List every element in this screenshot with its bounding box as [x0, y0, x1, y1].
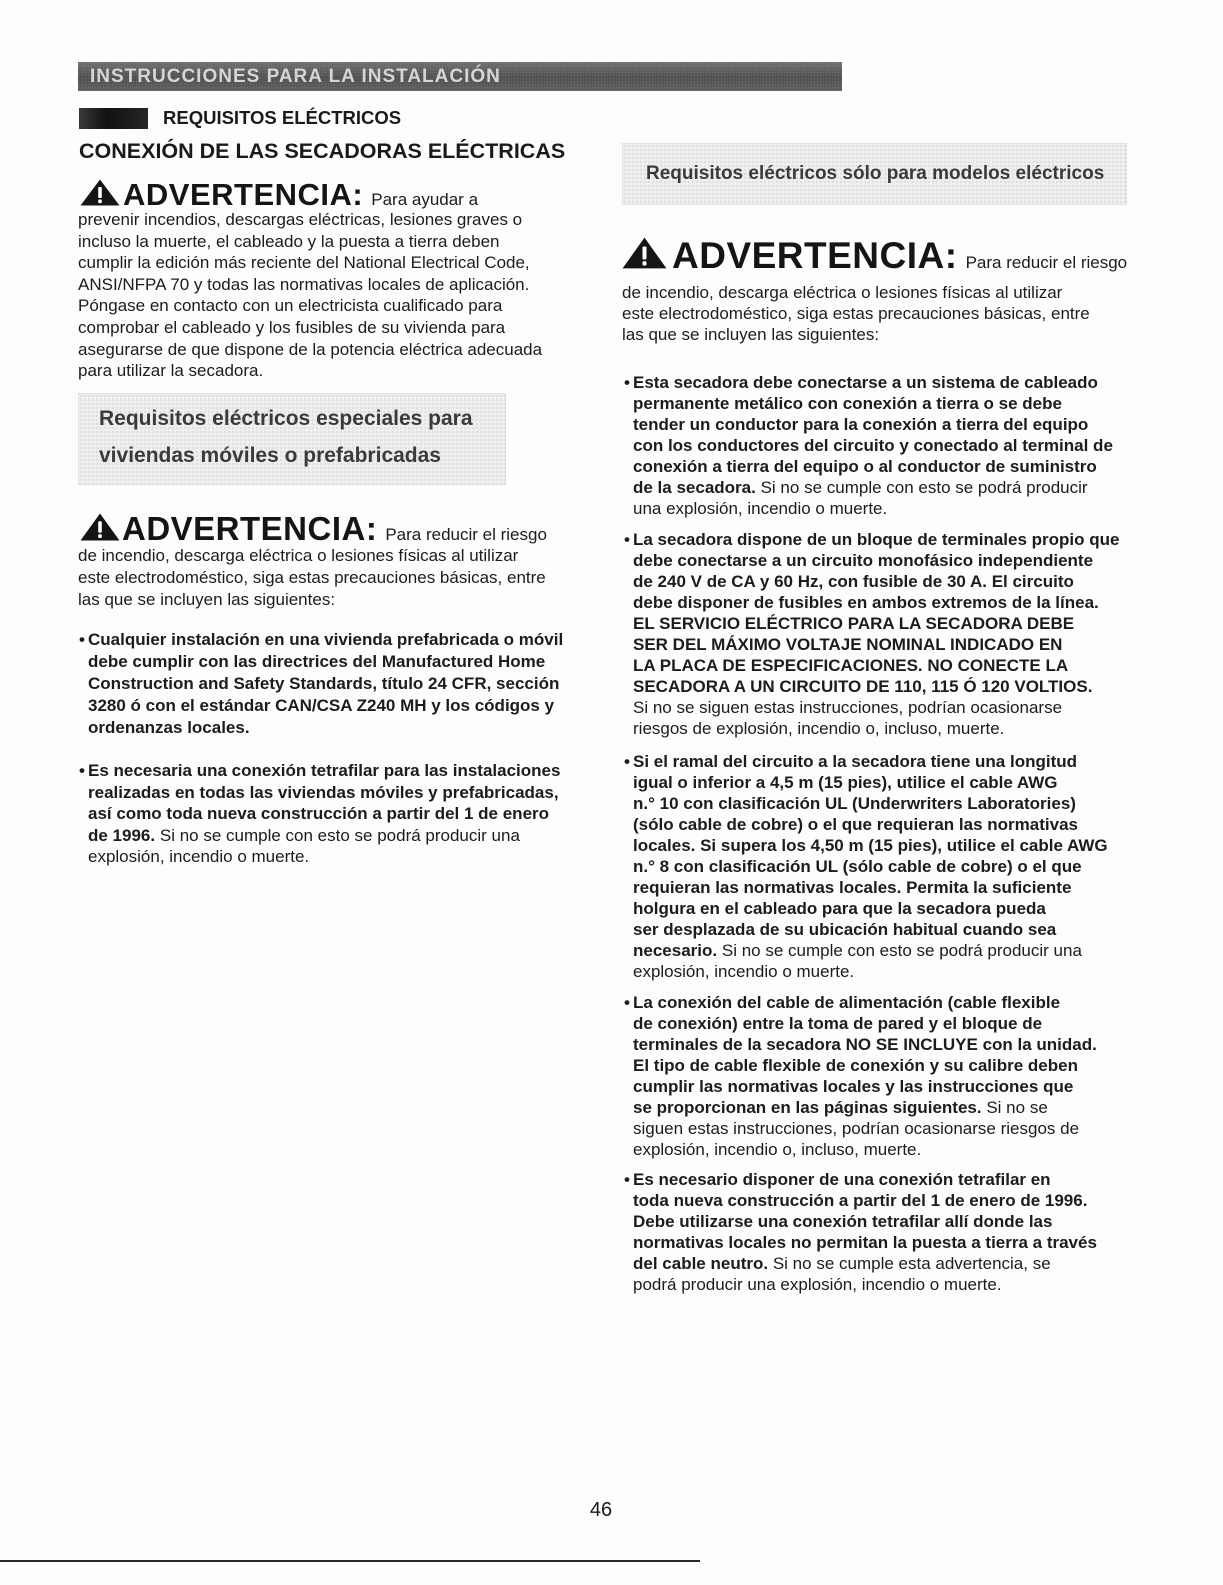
bold-text: Debe utilizarse una conexión tetrafilar allí donde las — [633, 1212, 1053, 1231]
text-line: de incendio, descarga eléctrica o lesiones físicas al utilizar — [78, 546, 519, 565]
text-line: prevenir incendios, descargas eléctricas, lesiones graves o — [78, 210, 523, 229]
bullet-line — [633, 1274, 1097, 1295]
bold-text: se proporcionan en las páginas siguientes. — [633, 1098, 982, 1117]
bullet-line — [633, 571, 1119, 592]
bullet-line — [633, 1013, 1097, 1034]
bullet-line — [633, 772, 1108, 793]
warning-triangle-icon — [80, 513, 120, 541]
bullet-item — [624, 372, 1113, 519]
bullet-line — [633, 613, 1119, 634]
bold-text: n.° 10 con clasificación UL (Underwriters Laboratories) — [633, 794, 1076, 813]
bullet-line — [633, 1169, 1097, 1190]
bullet-line — [633, 456, 1113, 477]
warning-body — [622, 282, 1090, 345]
bullet-line — [633, 856, 1108, 877]
bullet-line — [633, 1253, 1097, 1274]
bullet-marker: • — [624, 1170, 630, 1189]
text-line: Póngase en contacto con un electricista cualificado para — [78, 296, 503, 316]
page-number: 46 — [589, 1499, 613, 1521]
bullet-line — [633, 877, 1108, 898]
bullet-line — [633, 992, 1097, 1013]
warning-triangle-icon — [80, 179, 120, 206]
bold-text: de la secadora. — [633, 478, 756, 497]
bullet-line — [633, 1232, 1097, 1253]
bold-text: debe cumplir con las directrices del Manufactured Home — [88, 652, 546, 671]
bullet-line — [633, 655, 1119, 676]
warning-triangle-icon — [622, 237, 667, 269]
normal-text: explosión, incendio o muerte. — [633, 962, 855, 981]
bullet-item — [624, 529, 1120, 739]
bullet-line — [633, 961, 1108, 982]
bold-text: cumplir las normativas locales y las instrucciones que — [633, 1077, 1074, 1096]
normal-text: podrá producir una explosión, incendio o muerte. — [633, 1275, 1002, 1294]
bullet-line — [633, 751, 1108, 772]
bullet-marker: • — [624, 530, 630, 549]
mobile-homes-requirements-box — [78, 393, 506, 485]
normal-text: Si no se — [986, 1098, 1048, 1117]
bullet-line — [88, 825, 560, 847]
bullet-item — [79, 629, 564, 739]
electric-models-requirements-box — [622, 143, 1127, 205]
bullet-marker: • — [624, 993, 630, 1012]
normal-text: riesgos de explosión, incendio o, incluso, muerte. — [633, 719, 1005, 738]
section-header-title: INSTRUCCIONES PARA LA INSTALACIÓN — [90, 66, 501, 87]
bullet-line — [633, 435, 1113, 456]
text-line: asegurarse de que dispone de la potencia eléctrica adecuada — [78, 339, 543, 359]
text-line: las que se incluyen las siguientes: — [78, 590, 336, 609]
bold-text: de conexión) entre la toma de pared y el bloque de — [633, 1014, 1043, 1033]
bullet-item — [624, 992, 1097, 1160]
bold-text: n.° 8 con clasificación UL (sólo cable de cobre) o el que — [633, 857, 1082, 876]
bullet-line — [633, 372, 1113, 393]
bold-text: SECADORA A UN CIRCUITO DE 110, 115 Ó 120 VOLTIOS. — [633, 677, 1093, 696]
bold-text: Es necesario disponer de una conexión tetrafilar en — [633, 1170, 1051, 1189]
text-line: las que se incluyen las siguientes: — [622, 325, 880, 344]
normal-text: Si no se cumple con esto se podrá producir una — [159, 825, 520, 845]
bullet-line — [88, 717, 563, 739]
text-line: este electrodoméstico, siga estas precauciones básicas, entre — [622, 304, 1090, 323]
box-title: Requisitos eléctricos sólo para modelos eléctricos — [646, 163, 1105, 184]
text-line: cumplir la edición más reciente del National Electrical Code, — [78, 253, 530, 273]
text-line: comprobar el cableado y los fusibles de su vivienda para — [78, 317, 506, 337]
bullet-line — [633, 1097, 1097, 1118]
normal-text: Si no se cumple con esto se podrá producir — [760, 478, 1088, 497]
bullet-line — [88, 760, 560, 782]
bold-text: SER DEL MÁXIMO VOLTAJE NOMINAL INDICADO EN — [633, 635, 1063, 654]
bold-text: (sólo cable de cobre) o el que requieran las normativas — [633, 815, 1078, 834]
bold-text: realizadas en todas las viviendas móviles y prefabricadas, — [88, 782, 559, 802]
warning-body — [78, 545, 546, 611]
warning-label: ADVERTENCIA: — [123, 177, 364, 212]
bullet-line — [633, 529, 1119, 550]
bold-text: conexión a tierra del equipo o al conductor de suministro — [633, 457, 1097, 476]
warning-label: ADVERTENCIA: — [122, 510, 378, 547]
bullet-item — [624, 751, 1108, 982]
bold-text: toda nueva construcción a partir del 1 de enero de 1996. — [633, 1191, 1088, 1210]
bold-text: de 1996. — [88, 825, 156, 845]
bullet-line — [633, 477, 1113, 498]
bullet-item — [79, 760, 561, 868]
bullet-line — [88, 651, 563, 673]
bullet-line — [633, 940, 1108, 961]
bullet-line — [633, 634, 1119, 655]
bullet-line — [633, 814, 1108, 835]
bold-text: permanente metálico con conexión a tierra o se debe — [633, 394, 1062, 413]
bullet-line — [633, 1190, 1097, 1211]
bold-text: del cable neutro. — [633, 1254, 769, 1273]
bold-text: Construction and Safety Standards, título 24 CFR, sección — [88, 674, 560, 693]
bullet-line — [633, 498, 1113, 519]
bullet-line — [633, 393, 1113, 414]
bullet-marker: • — [624, 752, 630, 771]
section-header-bar — [78, 62, 842, 91]
text-line: para utilizar la secadora. — [78, 361, 264, 381]
normal-text: una explosión, incendio o muerte. — [633, 499, 888, 518]
box-title-line: Requisitos eléctricos especiales para — [99, 407, 473, 430]
bullet-marker: • — [79, 761, 85, 780]
normal-text: Si no se cumple con esto se podrá producir una — [721, 941, 1082, 960]
bold-text: ordenanzas locales. — [88, 718, 250, 737]
bold-text: Si el ramal del circuito a la secadora tiene una longitud — [633, 752, 1078, 771]
bold-text: debe conectarse a un circuito monofásico independiente — [633, 551, 1094, 570]
bold-text: igual o inferior a 4,5 m (15 pies), utilice el cable AWG — [633, 773, 1058, 792]
bullet-line — [633, 1034, 1097, 1055]
bullet-line — [88, 673, 563, 695]
subsection-heading: CONEXIÓN DE LAS SECADORAS ELÉCTRICAS — [79, 139, 566, 163]
bold-text: holgura en el cableado para que la secadora pueda — [633, 899, 1046, 918]
bullet-line — [88, 803, 560, 825]
section-heading: REQUISITOS ELÉCTRICOS — [163, 107, 402, 128]
normal-text: Si no se cumple esta advertencia, se — [772, 1254, 1051, 1273]
bullet-marker: • — [624, 373, 630, 392]
bullet-line — [88, 695, 563, 717]
bold-text: con los conductores del circuito y conectado al terminal de — [633, 436, 1113, 455]
bullet-line — [633, 676, 1119, 697]
bullet-line — [88, 846, 560, 868]
bullet-line — [633, 697, 1119, 718]
normal-text: siguen estas instrucciones, podrían ocasionarse riesgos de — [633, 1119, 1080, 1138]
scan-edge-line — [0, 1560, 700, 1562]
bullet-line — [633, 718, 1119, 739]
bold-text: requieran las normativas locales. Permita la suficiente — [633, 878, 1072, 897]
bullet-item — [624, 1169, 1097, 1295]
bullet-line — [633, 898, 1108, 919]
text-line: de incendio, descarga eléctrica o lesiones físicas al utilizar — [622, 283, 1063, 302]
bullet-line — [633, 1211, 1097, 1232]
box-title-line: viviendas móviles o prefabricadas — [99, 444, 441, 467]
bullet-line — [633, 1076, 1097, 1097]
bullet-line — [633, 1055, 1097, 1076]
bullet-line — [633, 835, 1108, 856]
bullet-line — [633, 592, 1119, 613]
bullet-line — [88, 782, 560, 804]
bold-text: así como toda nueva construcción a partir del 1 de enero — [88, 804, 550, 823]
bold-text: Cualquier instalación en una vivienda prefabricada o móvil — [88, 630, 564, 649]
bold-text: EL SERVICIO ELÉCTRICO PARA LA SECADORA DEBE — [633, 614, 1075, 633]
bold-text: LA PLACA DE ESPECIFICACIONES. NO CONECTE LA — [633, 656, 1069, 675]
bold-text: necesario. — [633, 941, 718, 960]
bold-text: de 240 V de CA y 60 Hz, con fusible de 30 A. El circuito — [633, 572, 1074, 591]
normal-text: explosión, incendio o, incluso, muerte. — [633, 1140, 922, 1159]
bullet-line — [633, 793, 1108, 814]
bold-text: normativas locales no permitan la puesta a tierra a través — [633, 1233, 1097, 1252]
bullet-line — [633, 550, 1119, 571]
bold-text: 3280 ó con el estándar CAN/CSA Z240 MH y los códigos y — [88, 696, 555, 715]
warning-lead-text: Para ayudar a — [371, 190, 479, 209]
bold-text: ser desplazada de su ubicación habitual cuando sea — [633, 920, 1057, 939]
bold-text: Esta secadora debe conectarse a un sistema de cableado — [633, 373, 1098, 392]
bold-text: terminales de la secadora NO SE INCLUYE con la unidad. — [633, 1035, 1097, 1054]
text-line: este electrodoméstico, siga estas precauciones básicas, entre — [78, 568, 546, 587]
bullet-line — [633, 1139, 1097, 1160]
bold-text: tender un conductor para la conexión a tierra del equipo — [633, 415, 1089, 434]
bullet-line — [88, 629, 563, 651]
section-marker-block — [79, 108, 148, 129]
bold-text: La secadora dispone de un bloque de terminales propio que — [633, 530, 1120, 549]
bullet-line — [633, 919, 1108, 940]
normal-text: explosión, incendio o muerte. — [88, 847, 310, 866]
warning-label: ADVERTENCIA: — [672, 235, 958, 276]
bold-text: Es necesaria una conexión tetrafilar para las instalaciones — [88, 761, 561, 780]
warning-lead-text: Para reducir el riesgo — [965, 253, 1128, 272]
text-line: ANSI/NFPA 70 y todas las normativas locales de aplicación. — [78, 274, 530, 294]
bold-text: debe disponer de fusibles en ambos extremos de la línea. — [633, 593, 1099, 612]
warning-heading — [672, 235, 1127, 284]
bold-text: locales. Si supera los 4,50 m (15 pies), utilice el cable AWG — [633, 836, 1108, 855]
bullet-line — [633, 414, 1113, 435]
bold-text: La conexión del cable de alimentación (cable flexible — [633, 993, 1061, 1012]
warning-body — [78, 209, 542, 382]
warning-lead-text: Para reducir el riesgo — [385, 525, 547, 544]
bullet-marker: • — [79, 630, 85, 649]
normal-text: Si no se siguen estas instrucciones, podrían ocasionarse — [633, 698, 1063, 717]
bullet-line — [633, 1118, 1097, 1139]
bold-text: El tipo de cable flexible de conexión y su calibre deben — [633, 1056, 1078, 1075]
text-line: incluso la muerte, el cableado y la puesta a tierra deben — [78, 231, 500, 251]
